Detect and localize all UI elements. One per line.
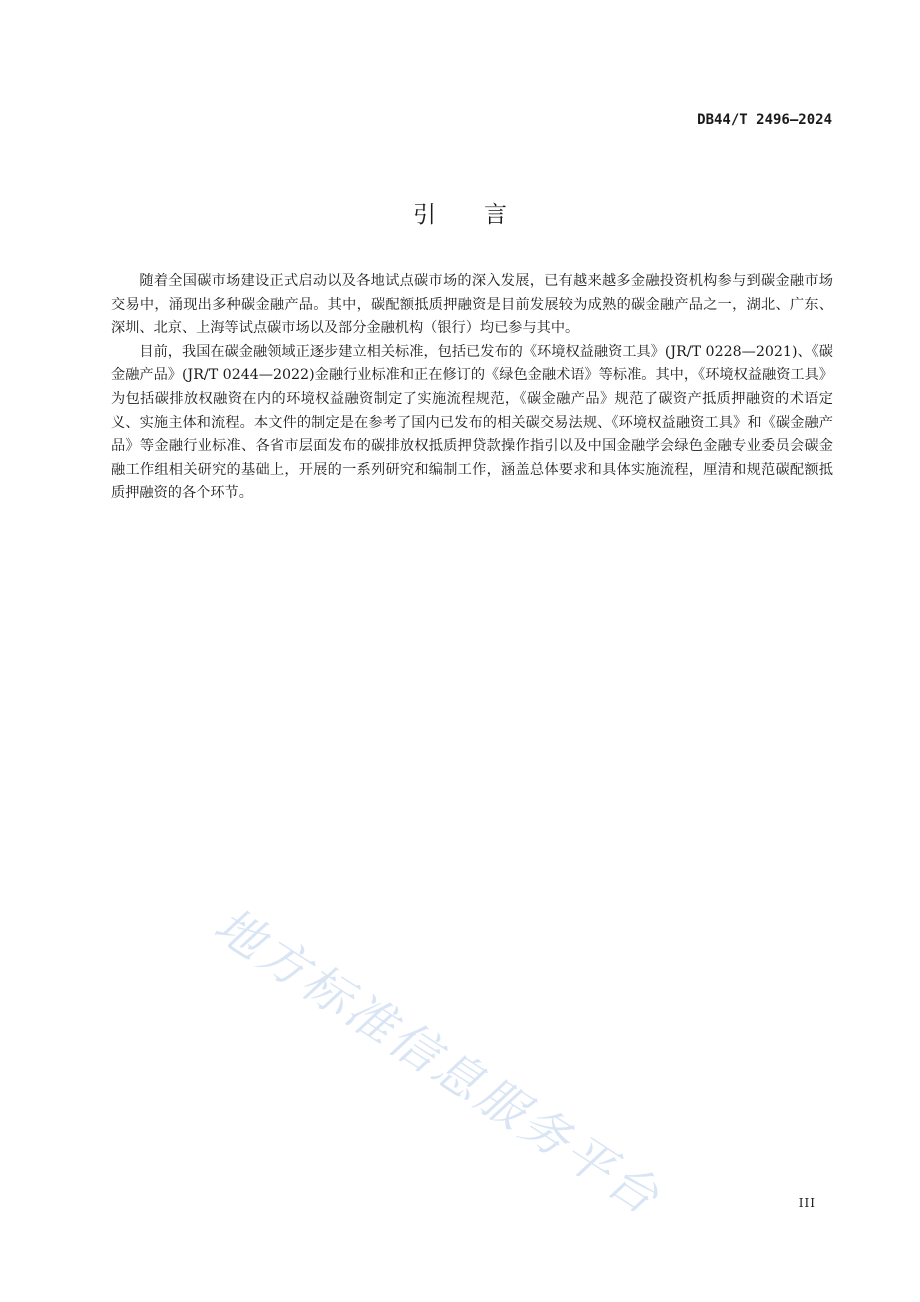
section-title-char: 言: [484, 202, 507, 228]
section-title-char: 引: [413, 202, 436, 228]
paragraph: 目前，我国在碳金融领域正逐步建立相关标准，包括已发布的《环境权益融资工具》(JR/T 0228—2021)、《碳金融产品》(JR/T 0244—2022)金融行业标准和正在修订的《绿色金融术语》等标准。其中，《环境权益融资工具》为包括碳排放权融资在内的环境权益融资制定了实施流程规范，《碳金融产品》规范了碳资产抵质押融资的术语定义、实施主体和流程。本文件的制定是在参考了国内已发布的相关碳交易法规、《环境权益融资工具》和《碳金融产品》等金融行业标准、各省市层面发布的碳排放权抵质押贷款操作指引以及中国金融学会绿色金融专业委员会碳金融工作组相关研究的基础上，开展的一系列研究和编制工作，涵盖总体要求和具体实施流程，厘清和规范碳配额抵质押融资的各个环节。: [111, 343, 833, 502]
introduction-body: [111, 270, 833, 506]
document-number: DB44/T 2496—2024: [697, 112, 832, 128]
paragraph: 随着全国碳市场建设正式启动以及各地试点碳市场的深入发展，已有越来越多金融投资机构参与到碳金融市场交易中，涌现出多种碳金融产品。其中，碳配额抵质押融资是目前发展较为成熟的碳金融产品之一，湖北、广东、深圳、北京、上海等试点碳市场以及部分金融机构（银行）均已参与其中。: [111, 273, 833, 337]
page-number: III: [798, 1196, 816, 1210]
watermark: 地方标准信息服务平台: [204, 896, 671, 1227]
section-title: [0, 196, 920, 229]
